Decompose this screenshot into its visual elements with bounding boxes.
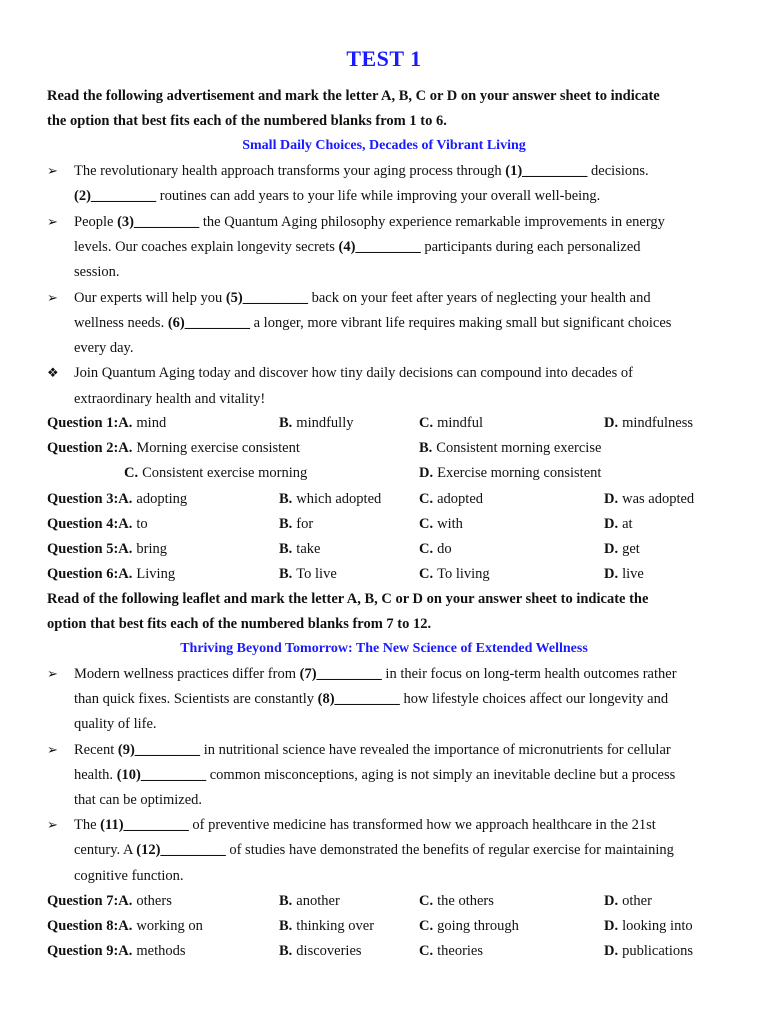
question-option-b[interactable] bbox=[279, 515, 313, 533]
option-letter: C. bbox=[419, 415, 434, 431]
numbered-blank: (5)_________ bbox=[225, 289, 308, 306]
passage-text: wellness needs. bbox=[74, 314, 168, 331]
passage-text: Our experts will help you bbox=[74, 289, 226, 306]
passage-text: in their focus on long-term health outcomes rather bbox=[381, 666, 677, 682]
question-option-b[interactable] bbox=[279, 917, 374, 935]
option-letter: C. bbox=[124, 465, 139, 482]
passage-text: of preventive medicine has transformed how we approach healthcare in the 21st bbox=[188, 817, 656, 834]
numbered-blank: (2)_________ bbox=[74, 188, 157, 205]
passage-line bbox=[74, 238, 641, 256]
arrow-bullet-icon: ➢ bbox=[47, 163, 58, 178]
question-option-a[interactable] bbox=[47, 515, 148, 533]
leaflet-heading: Thriving Beyond Tomorrow: The New Science of Extended Wellness bbox=[180, 641, 588, 656]
question-option-b[interactable] bbox=[419, 439, 601, 457]
question-option-a[interactable] bbox=[47, 540, 167, 558]
option-letter: D. bbox=[419, 465, 434, 482]
question-option-c[interactable] bbox=[419, 565, 490, 583]
passage-text: of studies have demonstrated the benefits of regular exercise for maintaining bbox=[225, 842, 674, 859]
option-text: mindfulness bbox=[622, 415, 693, 431]
option-text: Living bbox=[136, 566, 176, 583]
passage-text: cognitive function. bbox=[74, 867, 184, 884]
question-option-b[interactable] bbox=[279, 490, 381, 508]
option-letter: A. bbox=[118, 943, 133, 960]
option-text: other bbox=[622, 893, 652, 909]
passage-line bbox=[74, 867, 184, 885]
numbered-blank: (11)_________ bbox=[100, 817, 189, 834]
option-letter: B. bbox=[279, 893, 293, 909]
question-label: Question 2: bbox=[47, 440, 119, 457]
arrow-bullet-icon: ➢ bbox=[47, 741, 58, 757]
option-text: Consistent exercise morning bbox=[142, 465, 308, 482]
option-letter: B. bbox=[279, 918, 293, 935]
option-letter: C. bbox=[419, 541, 434, 557]
option-text: take bbox=[296, 541, 321, 557]
option-text: bring bbox=[136, 541, 168, 557]
option-text: methods bbox=[136, 943, 186, 960]
question-option-c[interactable] bbox=[419, 540, 452, 558]
question-option-b[interactable] bbox=[279, 892, 340, 910]
option-letter: A. bbox=[118, 918, 133, 935]
question-label: Question 3: bbox=[47, 490, 119, 507]
instruction-1-line-2: the option that best fits each of the numbered blanks from 1 to 6. bbox=[47, 113, 447, 129]
passage-line bbox=[74, 289, 651, 307]
option-letter: A. bbox=[118, 415, 133, 431]
question-option-b[interactable] bbox=[279, 414, 354, 432]
option-letter: D. bbox=[604, 515, 619, 532]
option-text: mindful bbox=[437, 415, 484, 431]
option-text: Morning exercise consistent bbox=[136, 440, 300, 457]
option-letter: B. bbox=[279, 566, 293, 583]
passage-text: a longer, more vibrant life requires making small but significant choices bbox=[250, 314, 672, 331]
question-option-d[interactable] bbox=[604, 565, 644, 583]
option-text: was adopted bbox=[622, 490, 695, 507]
passage-text: the Quantum Aging philosophy experience remarkable improvements in energy bbox=[199, 213, 665, 230]
passage-text: century. A bbox=[74, 842, 137, 859]
passage-text: that can be optimized. bbox=[74, 792, 203, 808]
option-letter: B. bbox=[279, 515, 293, 532]
passage-text: than quick fixes. Scientists are constantly bbox=[74, 691, 318, 708]
question-label: Question 7: bbox=[47, 893, 119, 909]
question-option-c[interactable] bbox=[419, 414, 483, 432]
option-letter: B. bbox=[279, 943, 293, 960]
question-option-b[interactable] bbox=[279, 565, 337, 583]
passage-text: Recent bbox=[74, 741, 118, 758]
question-option-a[interactable] bbox=[47, 439, 300, 457]
question-option-a[interactable] bbox=[47, 917, 203, 935]
option-text: adopting bbox=[136, 490, 188, 507]
option-letter: D. bbox=[604, 943, 619, 960]
question-option-d[interactable] bbox=[604, 414, 693, 432]
option-text: To living bbox=[437, 566, 490, 583]
numbered-blank: (12)_________ bbox=[136, 842, 226, 859]
passage-line bbox=[74, 791, 202, 809]
numbered-blank: (1)_________ bbox=[505, 163, 588, 179]
option-text: publications bbox=[622, 943, 693, 960]
question-label: Question 6: bbox=[47, 566, 119, 583]
option-text: discoveries bbox=[296, 943, 362, 960]
question-option-b[interactable] bbox=[279, 942, 362, 960]
question-option-d[interactable] bbox=[604, 892, 652, 910]
question-option-a[interactable] bbox=[47, 892, 172, 910]
option-letter: A. bbox=[118, 566, 133, 583]
question-option-a[interactable] bbox=[47, 942, 186, 960]
option-letter: D. bbox=[604, 490, 619, 507]
question-label: Question 5: bbox=[47, 541, 119, 557]
passage-line bbox=[74, 665, 677, 683]
option-text: for bbox=[296, 515, 314, 532]
question-option-d[interactable] bbox=[604, 490, 694, 508]
passage-line bbox=[74, 187, 600, 205]
option-letter: A. bbox=[118, 515, 133, 532]
passage-text: routines can add years to your life while improving your overall well-being. bbox=[156, 188, 601, 205]
question-option-c[interactable] bbox=[419, 515, 463, 533]
passage-text: levels. Our coaches explain longevity secrets bbox=[74, 238, 339, 255]
option-text: working on bbox=[136, 918, 203, 935]
arrow-bullet-icon: ➢ bbox=[47, 213, 58, 229]
question-label: Question 9: bbox=[47, 943, 119, 960]
passage-line bbox=[74, 213, 665, 231]
question-option-a[interactable] bbox=[47, 414, 166, 432]
question-option-d[interactable] bbox=[604, 942, 693, 960]
numbered-blank: (8)_________ bbox=[317, 691, 400, 708]
option-letter: C. bbox=[419, 566, 434, 583]
option-text: do bbox=[437, 541, 452, 557]
option-text: live bbox=[622, 566, 644, 583]
question-option-c[interactable] bbox=[419, 917, 519, 935]
passage-line bbox=[74, 741, 671, 759]
option-text: To live bbox=[296, 566, 337, 583]
option-text: adopted bbox=[437, 490, 484, 507]
passage-text: back on your feet after years of neglecting your health and bbox=[308, 289, 651, 306]
passage-line bbox=[74, 841, 674, 859]
option-letter: C. bbox=[419, 893, 434, 909]
question-option-c[interactable] bbox=[419, 490, 483, 508]
passage-text: Modern wellness practices differ from bbox=[74, 666, 300, 682]
passage-text: session. bbox=[74, 264, 120, 281]
question-option-b[interactable] bbox=[279, 540, 320, 558]
option-text: mindfully bbox=[296, 415, 354, 431]
diamond-bullet-icon: ❖ bbox=[47, 365, 59, 381]
passage-text: quality of life. bbox=[74, 716, 157, 733]
passage-line bbox=[74, 162, 649, 180]
option-text: to bbox=[136, 515, 148, 532]
option-text: which adopted bbox=[296, 490, 382, 507]
option-text: Exercise morning consistent bbox=[437, 465, 602, 482]
passage-line bbox=[74, 390, 265, 408]
numbered-blank: (3)_________ bbox=[117, 213, 200, 230]
option-text: theories bbox=[437, 943, 484, 960]
instruction-2-line-2: option that best fits each of the numbered blanks from 7 to 12. bbox=[47, 616, 432, 632]
page-title: TEST 1 bbox=[346, 46, 422, 71]
option-letter: A. bbox=[118, 490, 133, 507]
option-letter: B. bbox=[279, 415, 293, 431]
passage-text: common misconceptions, aging is not simply an inevitable decline but a process bbox=[206, 766, 676, 783]
option-letter: D. bbox=[604, 566, 619, 583]
option-text: thinking over bbox=[296, 918, 375, 935]
option-text: with bbox=[437, 515, 463, 532]
passage-line bbox=[74, 715, 157, 733]
question-option-a[interactable] bbox=[47, 490, 187, 508]
option-text: at bbox=[622, 515, 633, 532]
passage-line bbox=[74, 816, 656, 834]
passage-text: participants during each personalized bbox=[420, 238, 641, 255]
passage-text: health. bbox=[74, 766, 117, 783]
option-letter: D. bbox=[604, 918, 619, 935]
question-option-d[interactable] bbox=[604, 515, 633, 533]
numbered-blank: (6)_________ bbox=[167, 314, 250, 331]
arrow-bullet-icon: ➢ bbox=[47, 666, 58, 681]
option-letter: C. bbox=[419, 515, 434, 532]
option-letter: A. bbox=[118, 541, 133, 557]
numbered-blank: (9)_________ bbox=[117, 741, 201, 758]
passage-text: how lifestyle choices affect our longevity and bbox=[399, 691, 669, 708]
passage-line bbox=[74, 339, 133, 357]
option-text: looking into bbox=[622, 918, 693, 935]
question-label: Question 1: bbox=[47, 415, 119, 431]
option-text: the others bbox=[437, 893, 494, 909]
passage-text: every day. bbox=[74, 340, 134, 357]
passage-text: extraordinary health and vitality! bbox=[74, 390, 266, 407]
option-letter: B. bbox=[279, 541, 293, 557]
question-option-c[interactable] bbox=[419, 892, 494, 910]
passage-text: Join Quantum Aging today and discover how tiny daily decisions can compound into decades of bbox=[74, 365, 633, 382]
question-option-d[interactable] bbox=[604, 540, 640, 558]
passage-text: The revolutionary health approach transforms your aging process through bbox=[74, 163, 506, 179]
option-text: mind bbox=[136, 415, 167, 431]
question-option-d[interactable] bbox=[419, 464, 601, 482]
option-text: Consistent morning exercise bbox=[436, 440, 602, 457]
passage-text: in nutritional science have revealed the importance of micronutrients for cellular bbox=[200, 741, 671, 758]
question-option-c[interactable] bbox=[124, 464, 307, 482]
option-text: others bbox=[136, 893, 172, 909]
passage-line bbox=[74, 364, 633, 382]
passage-line bbox=[74, 263, 120, 281]
passage-line bbox=[74, 314, 671, 332]
option-letter: D. bbox=[604, 541, 619, 557]
option-letter: B. bbox=[419, 440, 433, 457]
option-text: get bbox=[622, 541, 640, 557]
question-option-c[interactable] bbox=[419, 942, 483, 960]
option-letter: A. bbox=[118, 440, 133, 457]
instruction-2-line-1: Read of the following leaflet and mark the letter A, B, C or D on your answer sheet to indicate the bbox=[47, 591, 649, 607]
passage-text: The bbox=[74, 817, 101, 834]
passage-text: decisions. bbox=[587, 163, 649, 179]
option-letter: C. bbox=[419, 918, 434, 935]
option-letter: D. bbox=[604, 893, 619, 909]
option-letter: D. bbox=[604, 415, 619, 431]
option-letter: B. bbox=[279, 490, 293, 507]
option-letter: A. bbox=[118, 893, 133, 909]
passage-line bbox=[74, 690, 668, 708]
option-letter: C. bbox=[419, 490, 434, 507]
arrow-bullet-icon: ➢ bbox=[47, 289, 58, 305]
option-letter: C. bbox=[419, 943, 434, 960]
numbered-blank: (4)_________ bbox=[338, 238, 421, 255]
advertisement-heading: Small Daily Choices, Decades of Vibrant Living bbox=[242, 138, 526, 153]
question-label: Question 4: bbox=[47, 515, 119, 532]
question-option-a[interactable] bbox=[47, 565, 175, 583]
numbered-blank: (10)_________ bbox=[116, 766, 207, 783]
arrow-bullet-icon: ➢ bbox=[47, 817, 58, 833]
passage-line bbox=[74, 766, 675, 784]
instruction-1-line-1: Read the following advertisement and mark the letter A, B, C or D on your answer sheet to indicate bbox=[47, 88, 660, 104]
question-label: Question 8: bbox=[47, 918, 119, 935]
numbered-blank: (7)_________ bbox=[299, 666, 382, 682]
option-text: another bbox=[296, 893, 340, 909]
passage-text: People bbox=[74, 213, 118, 230]
question-option-d[interactable] bbox=[604, 917, 693, 935]
option-text: going through bbox=[437, 918, 519, 935]
